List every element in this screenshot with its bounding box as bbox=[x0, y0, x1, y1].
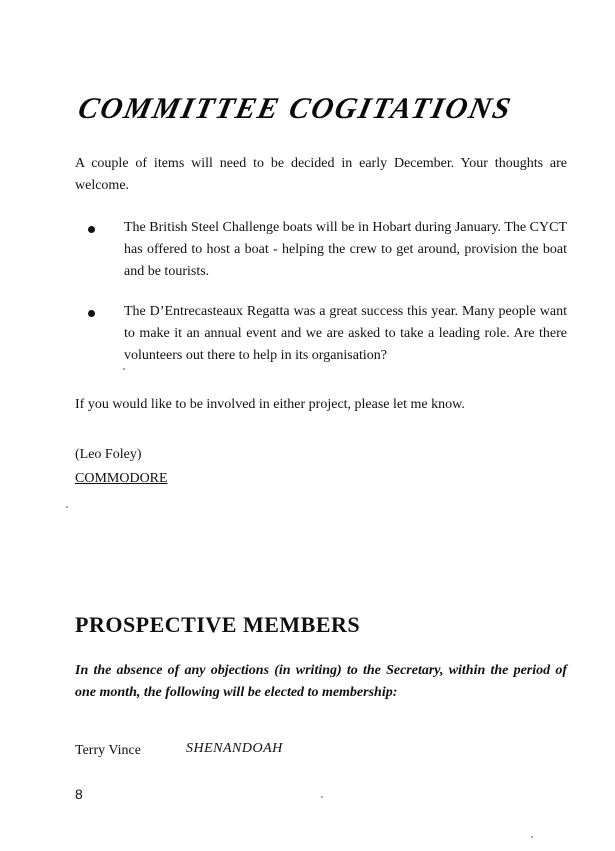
bullet-item bbox=[88, 217, 567, 287]
committee-heading: COMMITTEE COGITATIONS bbox=[75, 92, 516, 125]
bullet-text: The D’Entrecasteaux Regatta was a great success this year. Many people want to make it an annual event and we are asked to take a leading role. Are there volunteers out there to help in its organisation? bbox=[124, 304, 567, 363]
scan-speck bbox=[321, 796, 323, 798]
scan-speck bbox=[66, 506, 68, 508]
bullet-icon bbox=[88, 310, 95, 317]
member-name: Terry Vince bbox=[75, 743, 141, 758]
bullet-text: The British Steel Challenge boats will be in Hobart during January. The CYCT has offered to host a boat - helping the crew to get around, provision the boat and be tourists. bbox=[124, 220, 567, 279]
signature-title: COMMODORE bbox=[75, 471, 168, 486]
scan-speck bbox=[123, 368, 125, 370]
prospective-members-heading: PROSPECTIVE MEMBERS bbox=[75, 612, 361, 637]
bullet-item bbox=[88, 301, 567, 371]
closing-paragraph: If you would like to be involved in either project, please let me know. bbox=[75, 397, 465, 412]
signature-name: (Leo Foley) bbox=[75, 447, 142, 462]
membership-notice: In the absence of any objections (in writing) to the Secretary, within the period of one month, the following will be elected to membership: bbox=[75, 663, 567, 700]
member-boat-name: SHENANDOAH bbox=[186, 741, 283, 756]
bullet-icon bbox=[88, 226, 95, 233]
page-number: 8 bbox=[75, 786, 83, 802]
scan-speck bbox=[531, 836, 533, 838]
intro-paragraph: A couple of items will need to be decided in early December. Your thoughts are welcome. bbox=[75, 156, 567, 193]
